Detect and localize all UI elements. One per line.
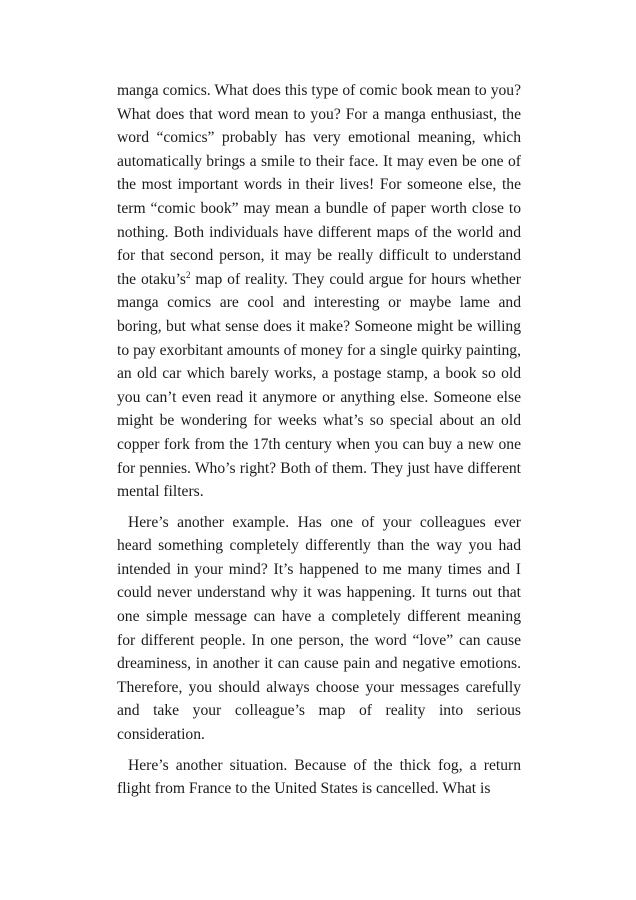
paragraph-manga-text-start: manga comics. What does this type of comic book mean to you? What does that word mean to you? For a manga enthusiast, the word “comics” probably has very emotional meaning, which automatically brings a smile to their face. It may even be one of the most important words in their lives! For someone else, the term “comic book” may mean a bundle of paper worth close to nothing. Both individuals have different maps of the world and for that second person, it may be really difficult to understand the otaku’s (117, 82, 521, 288)
paragraph-flight-situation: Here’s another situation. Because of the thick fog, a return flight from France to the United States is cancelled. What is (117, 756, 521, 798)
footnote-reference[interactable]: 2 (186, 269, 191, 280)
paragraph-manga-text-end: map of reality. They could argue for hours whether manga comics are cool and interesting or maybe lame and boring, but what sense does it make? Someone might be willing to pay exorbitant amounts of money for a single quirky painting, an old car which barely works, a postage stamp, a book so old you can’t even read it anymore or anything else. Someone else might be wondering for weeks what’s so special about an old copper fork from the 17th century when you can buy a new one for pennies. Who’s right? Both of them. They just have different mental filters. (117, 270, 521, 501)
paragraph-colleague-example: Here’s another example. Has one of your colleagues ever heard something completely differently than the way you had intended in your mind? It’s happened to me many times and I could never understand why it was happening. It turns out that one simple message can have a completely different meaning for different people. In one person, the word “love” can cause dreaminess, in another it can cause pain and negative emotions. Therefore, you should always choose your messages carefully and take your colleague’s map of reality into serious consideration. (117, 513, 521, 744)
page-body (117, 79, 521, 801)
paragraph-manga (117, 79, 521, 504)
